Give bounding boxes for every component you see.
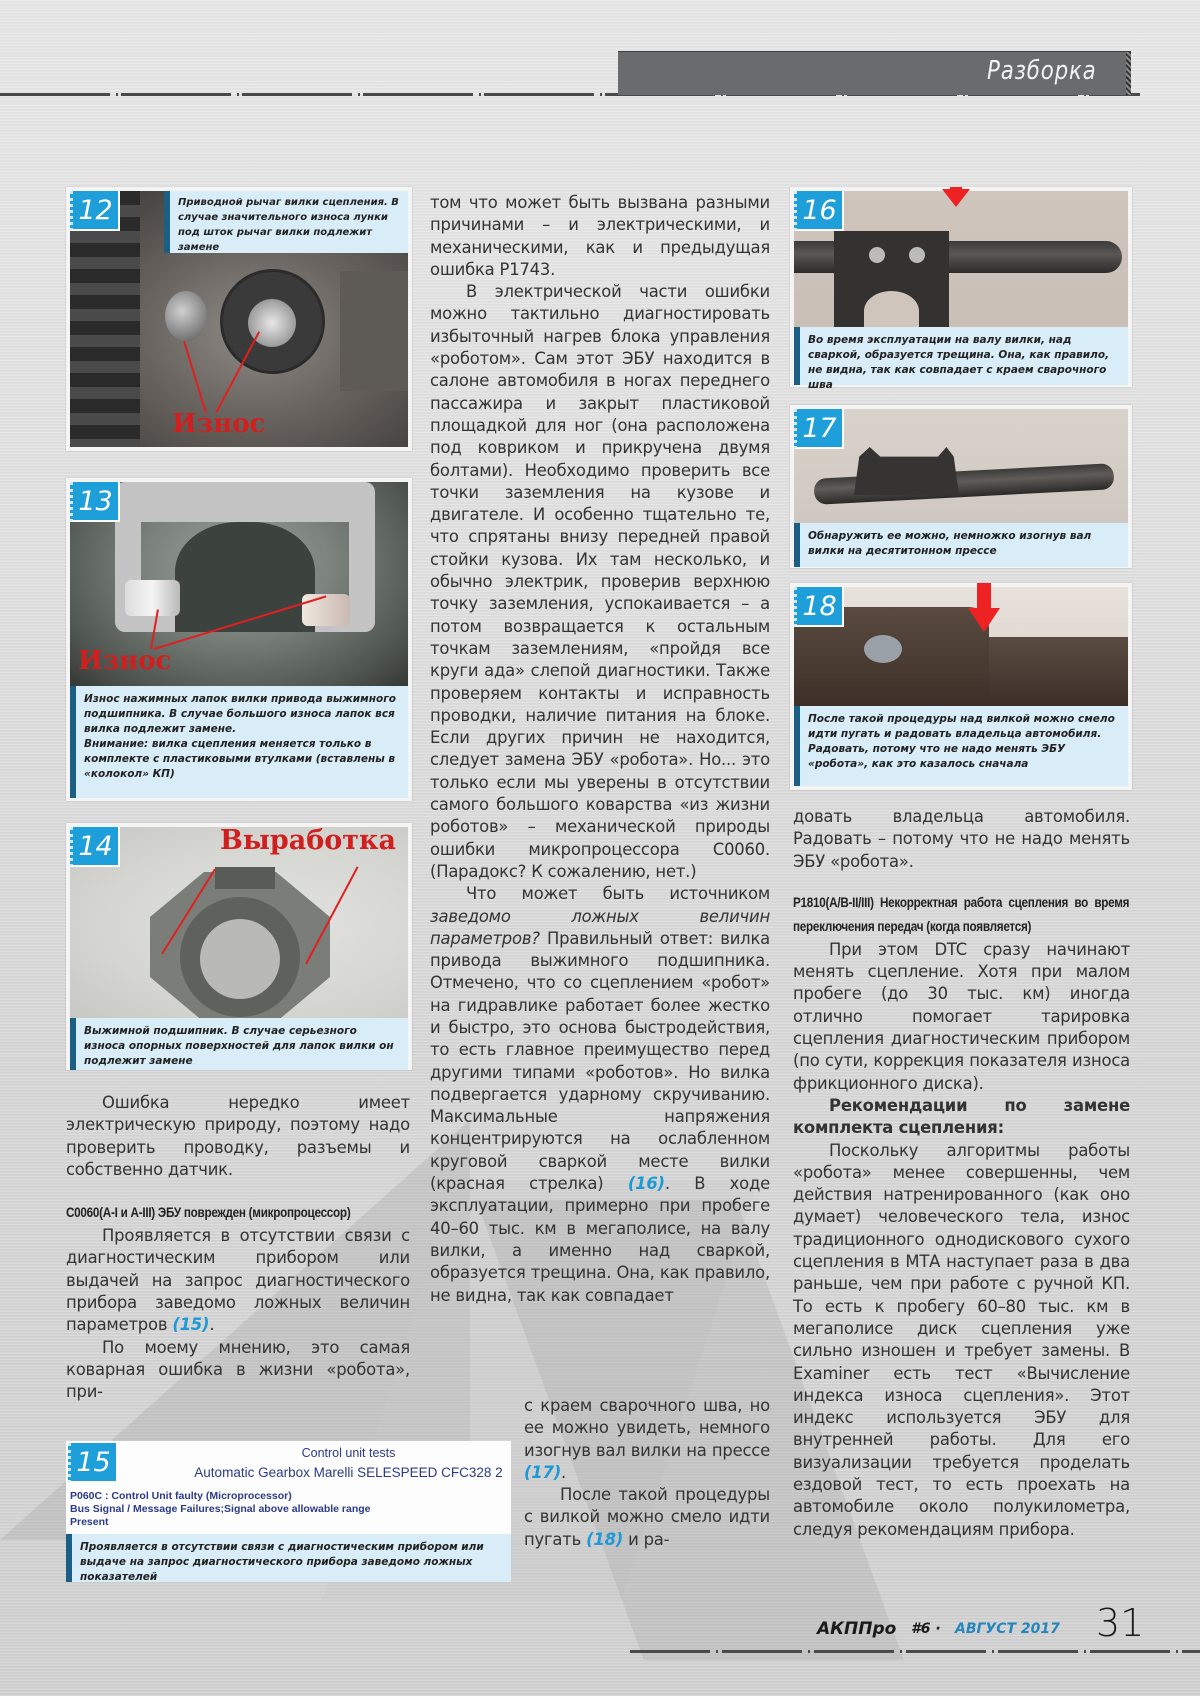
col1-text: . bbox=[209, 1315, 215, 1335]
col3-paragraph: довать владельца автомобиля. Радовать – потому что не надо менять ЭБУ «робота». bbox=[793, 807, 1130, 871]
figure-13 bbox=[66, 478, 412, 801]
figure-13-caption bbox=[70, 686, 408, 798]
column-2 bbox=[430, 192, 770, 1307]
figure-13-caption-note: Внимание: вилка сцепления меняется только в комплекте с пластиковыми втулками (вставлены в «колокол» КП) bbox=[84, 738, 396, 780]
column-2-continued bbox=[524, 1395, 770, 1551]
figure-13-number-badge: 13 bbox=[70, 482, 120, 522]
col1-error-heading-c0060: C0060(A-I и A-III) ЭБУ поврежден (микропроцессор) bbox=[66, 1205, 351, 1221]
col3-paragraph: Поскольку алгоритмы работы «робота» менее совершенны, чем действия натренированного (как оно думает) человеческого тела, износ традиционного однодискового сухого сцепления в МТА наступает раза в два раньше, чем при работе с ручной КП. То есть к пробегу 60–80 тыс. км в мегаполисе диск сцепления уже сильно изношен и требует замены. В Examiner есть тест «Вычисление индекса износа сцепления». Этот индекс используется ЭБУ для внутренней работы. Для его визуализации требуется проделать ездовой тест, то есть проехать на автомобиле около полукилометра, следуя рекомендациям прибора. bbox=[793, 1140, 1130, 1539]
figure-15-dtc-status: Present bbox=[70, 1516, 109, 1528]
section-header-tab bbox=[618, 51, 1131, 95]
figure-18-number-badge: 18 bbox=[794, 587, 844, 627]
col2-text: После такой процедуры с вилкой можно смело идти пугать bbox=[524, 1485, 770, 1549]
red-arrow-shaft bbox=[977, 583, 991, 609]
col1-paragraph bbox=[66, 1225, 410, 1336]
col2-paragraph bbox=[430, 883, 770, 1307]
figure-17-reference: (17) bbox=[524, 1462, 561, 1482]
figure-12-number-badge: 12 bbox=[70, 191, 120, 231]
col1-paragraph: По моему мнению, это самая коварная ошибка в жизни «робота», при- bbox=[66, 1337, 410, 1402]
section-title: Разборка bbox=[987, 56, 1097, 86]
figure-16-photo bbox=[794, 191, 1128, 329]
figure-15-reference: (15) bbox=[172, 1315, 210, 1335]
page-number: 31 bbox=[1096, 1601, 1145, 1645]
col1-text: Проявляется в отсутствии связи с диагностическим прибором или выдачей на запрос диагностического прибора заведомо ложных величин параметров bbox=[66, 1226, 410, 1335]
col2-text: и ра- bbox=[623, 1529, 670, 1549]
figure-14-wear-label: Выработка bbox=[220, 825, 397, 856]
figure-18-caption: После такой процедуры над вилкой можно смело идти пугать и радовать владельца автомобиля. Радовать, потому что не надо менять ЭБУ «робота», как это казалось сначала bbox=[794, 706, 1128, 786]
col2-paragraph: В электрической части ошибки можно тактильно диагностировать избыточный нагрев блока управления «роботом». Сам этот ЭБУ находится в салоне автомобиля в ногах переднего пассажира и закрыт пластиковой площадкой для ног (она расположена под ковриком и прикручена двумя болтами). Необходимо проверить все точки заземления на кузове и двигателе. И особенно тщательно те, что спрятаны внизу передней правой стойки кузова. Их там несколько, и обычно электрик, проверив верхнюю точку заземления, успокаивается – а потом возвращается к остальным точкам заземлениям, «пройдя все круги ада» слепой диагностики. Также проверяем контакты и исправность проводки, наличие питания на блоке. Если других причин не находится, следует замена ЭБУ «робота». Но... это только если мы уверены в отсутствии самого большого коварства «из жизни роботов» – механической природы ошибки микропроцессора C0060. (Парадокс? К сожалению, нет.) bbox=[430, 282, 770, 881]
figure-15-dtc-code: P060C : Control Unit faulty (Microprocessor) bbox=[70, 1490, 292, 1502]
figure-15-screen-subtitle: Automatic Gearbox Marelli SELESPEED CFC328 2 bbox=[194, 1465, 503, 1480]
footer-rule bbox=[630, 1650, 1200, 1653]
figure-15-dtc-description: Bus Signal / Message Failures;Signal above allowable range bbox=[70, 1503, 371, 1515]
figure-13-caption-line: Износ нажимных лапок вилки привода выжимного подшипника. В случае большого износа лапок вся вилка подлежит замене. bbox=[84, 693, 396, 735]
column-1 bbox=[66, 1092, 410, 1404]
col3-paragraph: При этом DTC сразу начинают менять сцепление. Хотя при малом пробеге (до 30 тыс. км) иногда отлично помогает тарировка сцепления диагностическим прибором (по сути, коррекция показателя износа фрикционного диска). bbox=[793, 939, 1130, 1093]
col3-error-heading-p1810: P1810(A/B-II/III) Некорректная работа сцепления во время переключения передач (когда появляется) bbox=[793, 894, 1130, 934]
col1-paragraph: Ошибка нередко имеет электрическую природу, поэтому надо проверить проводку, разъемы и собственно датчик. bbox=[66, 1093, 410, 1179]
col2-italic-text: заведомо ложных величин параметров? bbox=[430, 906, 770, 948]
figure-17-caption: Обнаружить ее можно, немножко изогнув вал вилки на десятитонном прессе bbox=[794, 523, 1128, 567]
col3-recommendations-heading: Рекомендации по замене комплекта сцепления: bbox=[793, 1095, 1130, 1138]
col2-paragraph: том что может быть вызвана разными причинами – и электрическими, и механическими, как и предыдущая ошибка P1743. bbox=[430, 193, 770, 279]
figure-14-photo bbox=[70, 827, 408, 1022]
figure-16-caption: Во время эксплуатации на валу вилки, над сваркой, образуется трещина. Она, как правило, не видна, так как совпадает с краем сварочного шва bbox=[794, 327, 1128, 385]
column-3 bbox=[793, 806, 1130, 1541]
figure-12-wear-label: Износ bbox=[172, 409, 266, 439]
figure-15-number-badge: 15 bbox=[68, 1443, 118, 1483]
figure-16-number-badge: 16 bbox=[794, 191, 844, 231]
col2-paragraph bbox=[524, 1484, 770, 1551]
col2-text: с краем сварочного шва, но ее можно увидеть, немного изогнув вал вилки на прессе bbox=[524, 1396, 770, 1460]
col2-text: Что может быть источником bbox=[466, 884, 770, 904]
figure-18-reference: (18) bbox=[586, 1529, 624, 1549]
figure-14-caption: Выжимной подшипник. В случае серьезного износа опорных поверхностей для лапок вилки он подлежит замене bbox=[70, 1018, 408, 1070]
figure-15 bbox=[66, 1441, 511, 1582]
figure-15-caption: Проявляется в отсутствии связи с диагностическим прибором или выдаче на запрос диагностического прибора заведомо ложных показателей bbox=[66, 1534, 511, 1582]
magazine-logo: АКППро bbox=[817, 1619, 897, 1639]
hatch-decoration bbox=[1126, 52, 1131, 95]
col2-text: Правильный ответ: вилка привода выжимного подшипника. Отмечено, что со сцеплением «робот» на гидравлике работает более жестко и быстро, это основа быстродействия, то есть главное преимущество перед другими типами «роботов». Но вилка подвергается ударному скручиванию. Максимальные напряжения концентрируются на ослабленном круговой сваркой месте вилки (красная стрелка) bbox=[430, 928, 770, 1194]
col2-paragraph bbox=[524, 1395, 770, 1484]
red-arrow-marker bbox=[968, 608, 1000, 632]
figure-13-wear-label: Износ bbox=[78, 646, 172, 676]
figure-12-caption: Приводной рычаг вилки сцепления. В случае значительного износа лунки под шток рычаг вилки подлежит замене bbox=[164, 191, 408, 253]
col2-text: . bbox=[561, 1462, 567, 1482]
col2-text: . В ходе эксплуатации, примерно при пробеге 40–60 тыс. км в мегаполисе, на валу вилки, а именно над сваркой, образуется трещина. Она, как правило, не видна, так как совпадает bbox=[430, 1174, 771, 1305]
issue-date: АВГУСТ 2017 bbox=[955, 1621, 1060, 1637]
figure-17-number-badge: 17 bbox=[794, 409, 844, 449]
figure-14-number-badge: 14 bbox=[70, 827, 120, 867]
figure-17-photo bbox=[794, 409, 1128, 525]
figure-16-reference: (16) bbox=[627, 1174, 665, 1194]
issue-number: #6 · bbox=[911, 1621, 941, 1637]
figure-18-photo bbox=[794, 587, 1128, 707]
red-arrow-marker bbox=[942, 189, 970, 207]
figure-15-screen-title: Control unit tests bbox=[301, 1446, 396, 1460]
